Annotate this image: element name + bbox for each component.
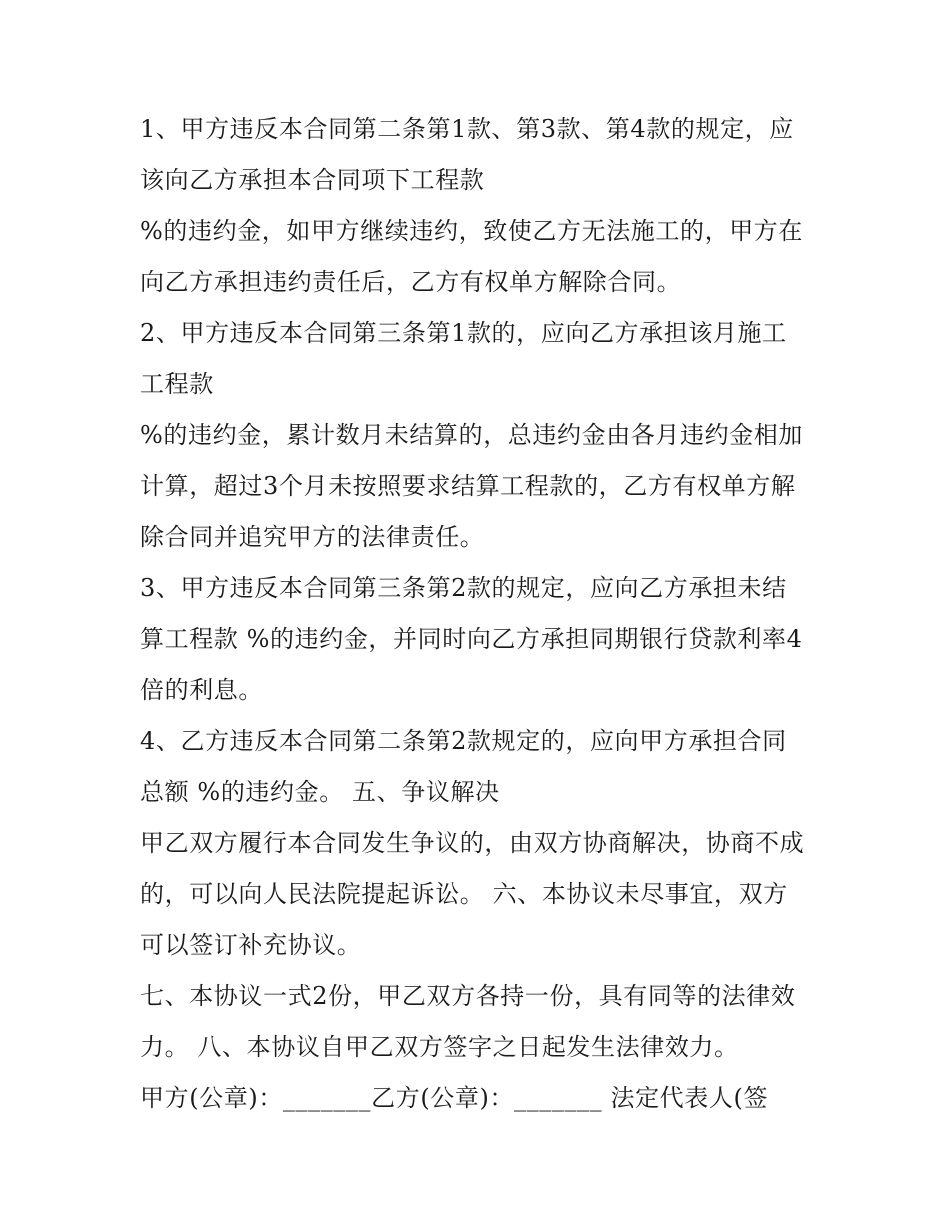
text-line-17: 可以签订补充协议。 (140, 931, 362, 959)
contract-body-text (140, 104, 820, 1124)
text-line-1: 1、甲方违反本合同第二条第1款、第3款、第4款的规定，应 (140, 115, 794, 143)
text-line-10: 3、甲方违反本合同第三条第2款的规定，应向乙方承担未结 (140, 574, 787, 602)
text-line-11: 算工程款 %的违约金，并同时向乙方承担同期银行贷款利率4 (140, 625, 803, 653)
text-line-6: 工程款 (140, 370, 214, 398)
text-line-5: 2、甲方违反本合同第三条第1款的，应向乙方承担该月施工 (140, 319, 787, 347)
text-line-18: 七、本协议一式2份，甲乙双方各持一份，具有同等的法律效 (140, 982, 796, 1010)
text-line-15: 甲乙双方履行本合同发生争议的，由双方协商解决，协商不成 (140, 829, 805, 857)
text-line-12: 倍的利息。 (140, 676, 263, 704)
text-line-3: %的违约金，如甲方继续违约，致使乙方无法施工的，甲方在 (140, 217, 804, 245)
text-line-9: 除合同并追究甲方的法律责任。 (140, 523, 485, 551)
signature-line: 甲方(公章)：_______乙方(公章)：_______ 法定代表人(签 (140, 1084, 769, 1112)
text-line-4: 向乙方承担违约责任后，乙方有权单方解除合同。 (140, 268, 682, 296)
text-line-7: %的违约金，累计数月未结算的，总违约金由各月违约金相加 (140, 421, 804, 449)
text-line-13: 4、乙方违反本合同第二条第2款规定的，应向甲方承担合同 (140, 727, 787, 755)
text-line-8: 计算，超过3个月未按照要求结算工程款的，乙方有权单方解 (140, 472, 796, 500)
text-line-14: 总额 %的违约金。 五、争议解决 (140, 778, 500, 806)
text-line-16: 的，可以向人民法院提起诉讼。 六、本协议未尽事宜，双方 (140, 880, 788, 908)
text-line-2: 该向乙方承担本合同项下工程款 (140, 166, 485, 194)
text-line-19: 力。 八、本协议自甲乙双方签字之日起发生法律效力。 (140, 1033, 739, 1061)
